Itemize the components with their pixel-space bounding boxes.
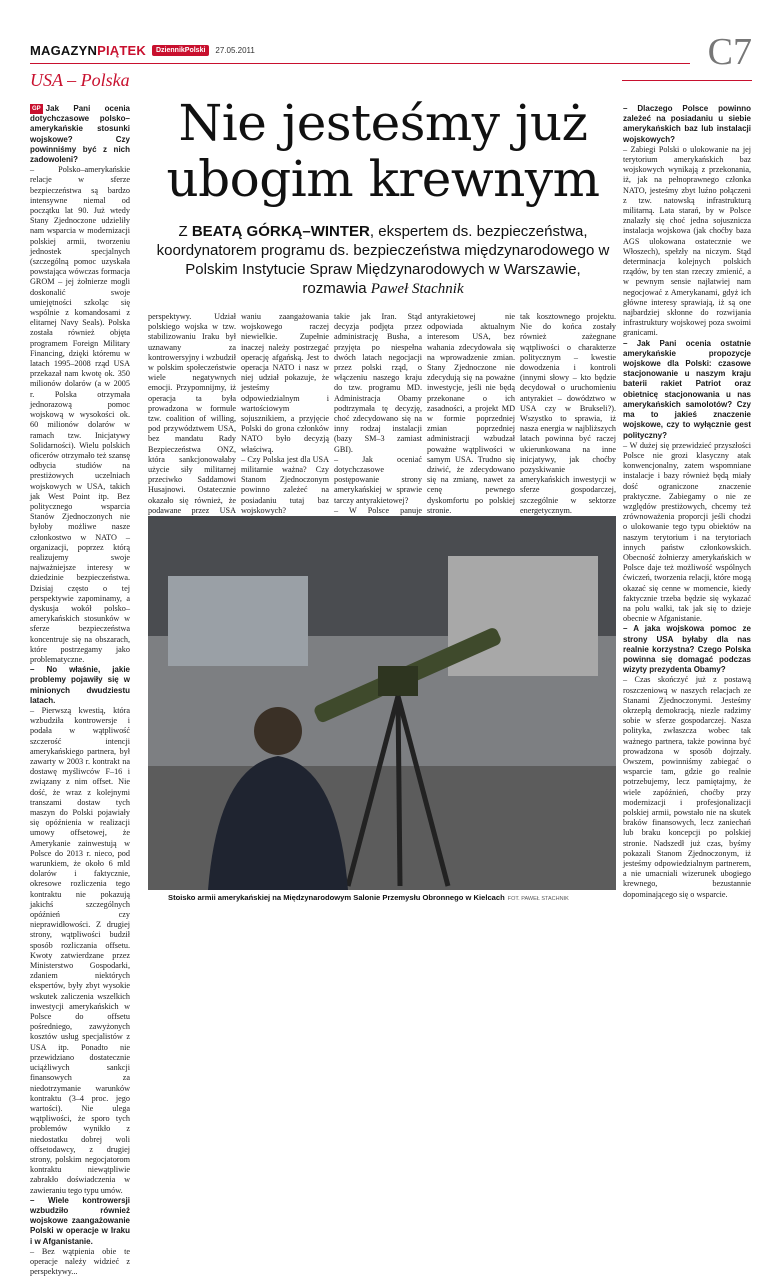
answer-text: – Polsko–amerykańskie relacje w sferze bezpieczeństwa są bardzo intensywne niemal od początku lat 90. Już wtedy Stany Zjednoczone udzieliły nam wsparcia w modernizacji polskiej armii, tworzeniu jednostek specjalnych (szczególną pomoc uzyskała powstająca wówczas formacja GROM – jej żołnierze mogli doskonalić swoje umiejętności szkoląc się wspólnie z komandosami z elitarnej Navy Seals). Polska została również objęta programem Foreign Military Financing, dzięki któremu w latach 1995–2008 rząd USA przekazał nam kwotę ok. 350 milionów dolarów (a w 2005 r. Polska otrzymała jednorazową pomoc wojskową w wysokości ok. 60 milionów dolarów w ramach tzw. Inicjatywy Solidarności). Wielu polskich oficerów otrzymało też szansę odbycia studiów na prestiżowych uczelniach wojskowych w USA, takich jak West Point itp. Bez politycznego wsparcia Stanów Zjednoczonych nie byłoby możliwe nasze członkostwo w NATO – organizacji, poprzez którą realizujemy swoje najważniejsze interesy w dziedzinie bezpieczeństwa. Dzisiaj często o tej perspektywie zapominamy, a dyskusja wokół polsko–amerykańskich stosunków w sferze bezpieczeństwa koncentruje się na obszarach, które postrzegamy jako problematyczne. — [30, 165, 130, 664]
question-text: – A jaka wojskowa pomoc ze strony USA byłaby dla nas realnie korzystna? Czego Polska powinna się domagać podczas wizyty prezydenta Obamy? — [623, 624, 751, 675]
question-text: – Jak Pani ocenia ostatnie amerykańskie propozycje wojskowe dla Polski: czasowe stacjonowanie u naszym kraju baterii rakiet Patriot oraz obietnicę stacjonowania u nas amerykańskich samolotów? Czy ma to jakieś znaczenie wojskowe, czy to wyłącznie gest polityczny? — [623, 338, 751, 440]
deck: Z BEATĄ GÓRKĄ–WINTER, ekspertem ds. bezpieczeństwa, koordynatorem programu ds. bezpieczeństwa międzynarodowego w Polskim Instytucie Spraw Międzynarodowych w Warszawie, rozmawia Paweł Stachnik — [156, 223, 610, 297]
header-rule — [30, 63, 690, 64]
article-column-6: tak kosztownego projektu. Nie do końca zostały również zażegnane wątpliwości o charakterze politycznym – kwestie dowodzenia i kontroli (innymi słowy – kto będzie decydował o uruchomieniu antyrakiet – dowództwo w USA czy w Brukseli?). Wszystko to sprawia, iż nasza energia w najbliższych latach powinna być raczej ukierunkowana na inne inicjatywy, jak choćby pozyskiwanie amerykańskich inwestycji w sferze gospodarczej, szczególnie w sektorze energetycznym. — [520, 312, 616, 515]
gp-tag: GP — [30, 104, 43, 114]
magazine-title: MAGAZYNPIĄTEK — [30, 42, 146, 58]
lead-question: Jak Pani ocenia dotychczasowe polsko–amerykańskie stosunki wojskowe? Czy powinniśmy być z nich zadowoleni? — [30, 104, 130, 165]
answer-text: – Czas skończyć już z postawą roszczeniową w naszych relacjach ze Stanami Zjednoczonymi. Jesteśmy okrzepłą demokracją, niezle radzimy sobie w sferze gospodarczej. Nasza polityka, zwłaszcza wobec tak ważnego partnera, także powinna być prowadzona w sposób dojrzały. Owszem, powinniśmy zabiegać o wsparcie tam, gdzie go realnie potrzebujemy, lecz pamiętajmy, że wiele zapóźnień, choćby przy modernizacji i profesjonalizacji polskiej armii, powstało nie na skutek braków finansowych, lecz zaniechań lub braku koncepcji po polskiej stronie. Nadszedł już czas, byśmy pokazali Stanom Zjednoczonym, iż jesteśmy odpowiedzialnym partnerem, a nie umacniali wizerunek ubogiego krewnego, bezustannie dopominającego się o wsparcie. — [623, 675, 751, 899]
answer-text: – W dużej się przewidzieć przyszłości Polsce nie grozi klasyczny atak konwencjonalny, zatem wspomniane instalacje i bazy również będą miały dość ograniczone znaczenie praktyczne. Zabiegamy o nie ze względów prestiżowych, chcemy też zrównoważenia proporcji jeśli chodzi o ulokowanie tego typu obiektów na naszym terytorium i na terytoriach innych państw członkowskich. Obecność żołnierzy amerykańskich w Polsce daje też możliwość wspólnych ćwiczeń, tworzenia relacji, które mogą okazać się cenne w momencie, kiedy faktycznie trzeba będzie się wykazać na polu walki, tak jak się to dzieje obecnie w Afganistanie. — [623, 440, 751, 624]
photo-credit: FOT. PAWEŁ STACHNIK — [507, 896, 569, 902]
question-text: – Wiele kontrowersji wzbudziło również wojskowe zaangażowanie Polski w operacje w Iraku i w Afganistanie. — [30, 1195, 130, 1246]
question-text: – Dlaczego Polsce powinno zależeć na posiadaniu u siebie amerykańskich baz lub instalacji wojskowych? — [623, 104, 751, 144]
question-text: – No właśnie, jakie problemy pojawiły się w minionych dwudziestu latach. — [30, 665, 130, 705]
answer-text: – Bez wątpienia obie te operacje należy widzieć z perspektywy... — [30, 1246, 130, 1277]
article-column-right — [623, 104, 751, 984]
page-number-rule — [622, 80, 752, 81]
article-column-5: antyrakietowej nie odpowiada aktualnym interesom USA, bez wahania zdecydowała się na wprowadzenie zmian. Stany Zjednoczone nie zdecydują się na poważne inwestycje, jeśli nie będą przekonane o ich zasadności, a projekt MD w formie poprzedniej zmian poprzedniej administracji wzbudzał poważne wątpliwości w samym USA. Trudno się dziwić, że zdecydowano się na zmianę, nawet za cenę pewnego dyskomfortu po polskiej stronie. — [427, 312, 515, 515]
photo-illustration — [148, 516, 616, 890]
issue-date: 27.05.2011 — [215, 45, 255, 55]
masthead — [30, 40, 255, 60]
author-name: Paweł Stachnik — [370, 281, 464, 297]
headline: Nie jesteśmy już ubogim krewnym — [166, 94, 600, 208]
brand-logo: DziennikPolski — [152, 45, 209, 56]
answer-text: – Zabiegi Polski o ulokowanie na jej terytorium amerykańskich baz wojskowych wynikają z przekonania, iż, jak na pełnoprawnego członka NATO, jesteśmy zbyt luźno połączeni z tzw. natowską infrastrukturą militarną. Lata starań, by w Polsce znalazły się choć jedna sojusznicza instalacja wojskowa (jak choćby baza AGS ulokowana ostatecznie we Włoszech), spełzły na niczym. Stąd determinacja kolejnych polskich rządów, by ten stan rzeczy zmienić, a w pewnym sensie najłatwiej nam negocjować z Amerykanami, gdyż ich główne interesy sprawiają, iż są one najbardziej skłonne do rozwijania infrastruktury wojskowej poza swoimi granicami. — [623, 144, 751, 338]
article-column-1 — [30, 104, 130, 1277]
article-column-2: perspektywy. Udział polskiego wojska w tzw. stabilizowaniu Iraku był uznawany za kontrowersyjny i wzbudził w polskim społeczeństwie wiele negatywnych emocji. Przypomnijmy, iż operacja ta była prowadzona w formule tzw. coalition of willing, pod przywództwem USA, bez mandatu Rady Bezpieczeństwa ONZ, która sankcjonowałaby użycie siły militarnej przeciwko Saddamowi Husajnowi. Ostatecznie okazało się również, że podawane przez USA — [148, 312, 236, 515]
answer-text: – Pierwszą kwestią, która wzbudziła kontrowersje i podała w wątpliwość szczerość intencji amerykańskiego partnera, był zawarty w 2003 r. kontrakt na dostawę myśliwców F–16 i związany z nim offset. Nie dość, że wraz z kolejnymi transzami dostaw tych maszyn do Polski pojawiały się opóźnienia w realizacji umowy offsetowej, że Amerykanie zainwestują w Polsce do 2013 r. nieco, pod warunkiem, że około 6 mld dolarów i faktycznie, okresowe rozliczenia tego kontraktu nie pokazują jakichś szczególnych opóźnień czy nieprawidłowości. Z drugiej strony, wątpliwości budził sposób rozliczania offsetu. Kwoty zatwierdzane przez Ministerstwo Gospodarki, zdaniem niektórych ekspertów, były zbyt wysokie wskutek zaliczenia wszelkich inwestycji amerykańskich w Polsce do offsetu pośredniego, zawyżonych kosztów usług specjalistów z USA itp. Ponadto nie przewidziano dostatecznie uciążliwych sankcji finansowych za niedotrzymanie warunków kontraktu (3–4 proc. jego wartości). Nie ulega wątpliwości, że sporo tych problemów wynikło z niedostatku dobrej woli offsetodawcy, z drugiej strony, polskim negocjatorom kontraktu niewątpliwie zabrakło doświadczenia w zawieraniu tego typu umów. — [30, 705, 130, 1195]
article-column-4: takie jak Iran. Stąd decyzja podjęta przez administrację Busha, a przyjęta po niespełna dwóch latach negocjacji przez polski rząd, o włączeniu naszego kraju do tzw. programu MD. Administracja Obamy podtrzymała tę decyzję, choć zdecydowano się na inny rodzaj instalacji (bazy SM–3 zamiast GBI). – Jak oceniać dotychczasowe postępowanie strony amerykańskiej w sprawie tarczy antyrakietowej? – W Polsce panuje — [334, 312, 422, 515]
interviewee-name: BEATĄ GÓRKĄ–WINTER — [191, 223, 370, 240]
page-number: C7 — [707, 31, 752, 73]
photo-caption: Stoisko armii amerykańskiej na Międzynarodowym Salonie Przemysłu Obronnego w Kielcach FOT. PAWEŁ STACHNIK — [168, 893, 569, 902]
article-photo — [148, 516, 616, 890]
article-column-3: waniu zaangażowania wojskowego raczej niewielkie. Zupełnie inaczej należy postrzegać operację afgańską. Jest to operacja NATO i nasz w niej udział pokazuje, że jesteśmy odpowiedzialnym i wartościowym sojusznikiem, a przyjęcie Polski do grona członków NATO było decyzją właściwą. – Czy Polska jest dla USA militarnie ważna? Czy Stanom Zjednoczonym powinno zależeć na posiadaniu tutaj baz wojskowych? — [241, 312, 329, 515]
section-title: USA – Polska — [30, 70, 130, 90]
